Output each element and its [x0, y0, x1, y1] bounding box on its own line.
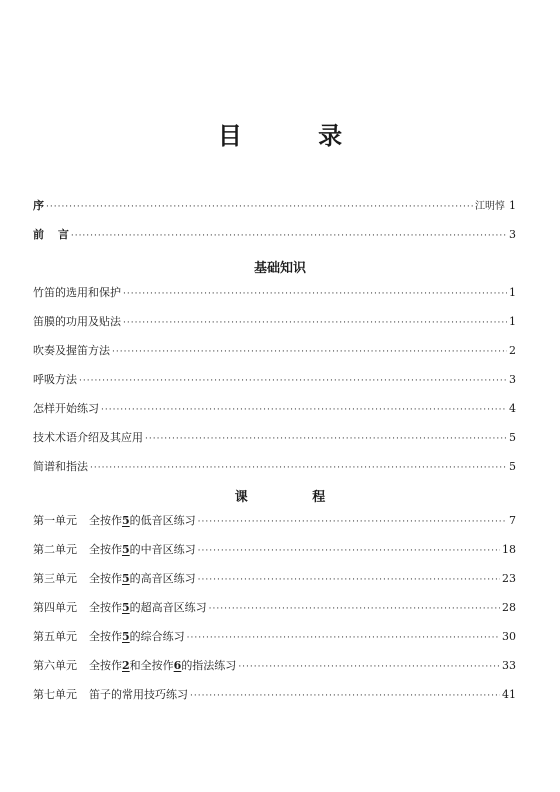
- unit-title-middle: 和全按作: [129, 659, 174, 672]
- toc-entry[interactable]: [33, 343, 516, 359]
- jianpu-note: 5: [122, 601, 130, 614]
- jianpu-note: 5: [122, 630, 130, 643]
- dot-leader: [71, 228, 507, 244]
- dot-leader: [79, 373, 507, 389]
- toc-entry-unit[interactable]: [33, 571, 516, 587]
- toc-entry-preface[interactable]: [33, 198, 516, 214]
- toc-entry-unit[interactable]: [33, 513, 516, 529]
- toc-entry-label: [33, 658, 236, 674]
- dot-leader: [112, 344, 507, 360]
- unit-title-prefix: 全按作: [89, 659, 122, 672]
- unit-title-prefix: 全按作: [89, 630, 122, 643]
- dot-leader: [209, 601, 500, 617]
- unit-number: 第一单元: [33, 514, 77, 527]
- unit-title-prefix: 笛子的常用技巧练习: [89, 688, 188, 701]
- toc-entry[interactable]: [33, 314, 516, 330]
- unit-number: 第三单元: [33, 572, 77, 585]
- dot-leader: [187, 630, 500, 646]
- jianpu-note: 5: [122, 543, 130, 556]
- toc-entry-label: [33, 571, 196, 587]
- toc-entry-author: 江明惇: [475, 201, 505, 212]
- toc-entry-unit[interactable]: [33, 542, 516, 558]
- toc-entry-label: [33, 542, 196, 558]
- toc-entry-label: 序: [33, 199, 44, 212]
- toc-entry-label: 简谱和指法: [33, 460, 88, 473]
- toc-entry-unit[interactable]: [33, 629, 516, 645]
- toc-entry-page: 5: [509, 460, 516, 473]
- dot-leader: [145, 431, 507, 447]
- toc-entry-label: [33, 629, 185, 645]
- unit-title-suffix: 的指法练习: [181, 659, 237, 672]
- dot-leader: [238, 659, 500, 675]
- toc-entry-foreword[interactable]: [33, 227, 516, 243]
- toc-entry-label: 竹笛的选用和保护: [33, 286, 121, 299]
- toc-entry-label: 怎样开始练习: [33, 402, 99, 415]
- toc-entry-unit[interactable]: [33, 658, 516, 674]
- dot-leader: [101, 402, 507, 418]
- toc-entry-page: 2: [509, 344, 516, 357]
- toc-entry-page: 4: [509, 402, 516, 415]
- page-title: 目 录: [217, 122, 377, 150]
- toc-entry-page: 1: [509, 315, 516, 328]
- dot-leader: [46, 199, 473, 215]
- toc-entry-page: 30: [502, 630, 516, 643]
- section-heading-course: 课 程: [234, 490, 356, 505]
- jianpu-note: 5: [122, 514, 130, 527]
- dot-leader: [90, 460, 507, 476]
- dot-leader: [198, 514, 507, 530]
- dot-leader: [198, 543, 500, 559]
- unit-title-suffix: 的综合练习: [129, 630, 185, 643]
- toc-entry-label: 笛膜的功用及贴法: [33, 315, 121, 328]
- unit-title-prefix: 全按作: [89, 601, 122, 614]
- dot-leader: [198, 572, 500, 588]
- toc-entry-label: [33, 687, 188, 703]
- toc-entry-page: 28: [502, 601, 516, 614]
- toc-entry-page: 3: [509, 228, 516, 241]
- unit-title-prefix: 全按作: [89, 572, 122, 585]
- unit-number: 第六单元: [33, 659, 77, 672]
- jianpu-note: 5: [122, 572, 130, 585]
- toc-entry-page: 1: [509, 286, 516, 299]
- unit-title-suffix: 的高音区练习: [129, 572, 196, 585]
- jianpu-note: 2: [122, 659, 130, 672]
- toc-entry[interactable]: [33, 372, 516, 388]
- toc-entry-label: 技术术语介绍及其应用: [33, 431, 143, 444]
- toc-entry[interactable]: [33, 401, 516, 417]
- toc-entry-page: 33: [502, 659, 516, 672]
- unit-number: 第七单元: [33, 688, 77, 701]
- toc-entry-label: [33, 600, 207, 616]
- toc-entry-unit[interactable]: [33, 687, 516, 703]
- dot-leader: [123, 286, 507, 302]
- toc-entry[interactable]: [33, 430, 516, 446]
- toc-entry-page: 1: [509, 199, 516, 212]
- section-heading-basics: 基础知识: [253, 261, 306, 276]
- unit-title-prefix: 全按作: [89, 543, 122, 556]
- toc-entry-page: 5: [509, 431, 516, 444]
- toc-entry-label: 呼吸方法: [33, 373, 77, 386]
- dot-leader: [123, 315, 507, 331]
- unit-title-suffix: 的中音区练习: [129, 543, 196, 556]
- unit-number: 第二单元: [33, 543, 77, 556]
- toc-entry-page: 18: [502, 543, 516, 556]
- toc-entry-label: 前 言: [33, 228, 69, 241]
- toc-entry-page: 7: [509, 514, 516, 527]
- jianpu-note: 6: [173, 659, 182, 672]
- toc-entry-page: 23: [502, 572, 516, 585]
- toc-entry[interactable]: [33, 459, 516, 475]
- toc-entry-unit[interactable]: [33, 600, 516, 616]
- toc-entry-label: 吹奏及握笛方法: [33, 344, 110, 357]
- toc-entry-label: [33, 513, 196, 529]
- toc-entry-page: 41: [502, 688, 516, 701]
- unit-title-prefix: 全按作: [89, 514, 122, 527]
- unit-number: 第五单元: [33, 630, 77, 643]
- toc-entry[interactable]: [33, 285, 516, 301]
- unit-number: 第四单元: [33, 601, 77, 614]
- dot-leader: [190, 688, 500, 704]
- unit-title-suffix: 的低音区练习: [129, 514, 196, 527]
- unit-title-suffix: 的超高音区练习: [129, 601, 207, 614]
- toc-entry-page: 3: [509, 373, 516, 386]
